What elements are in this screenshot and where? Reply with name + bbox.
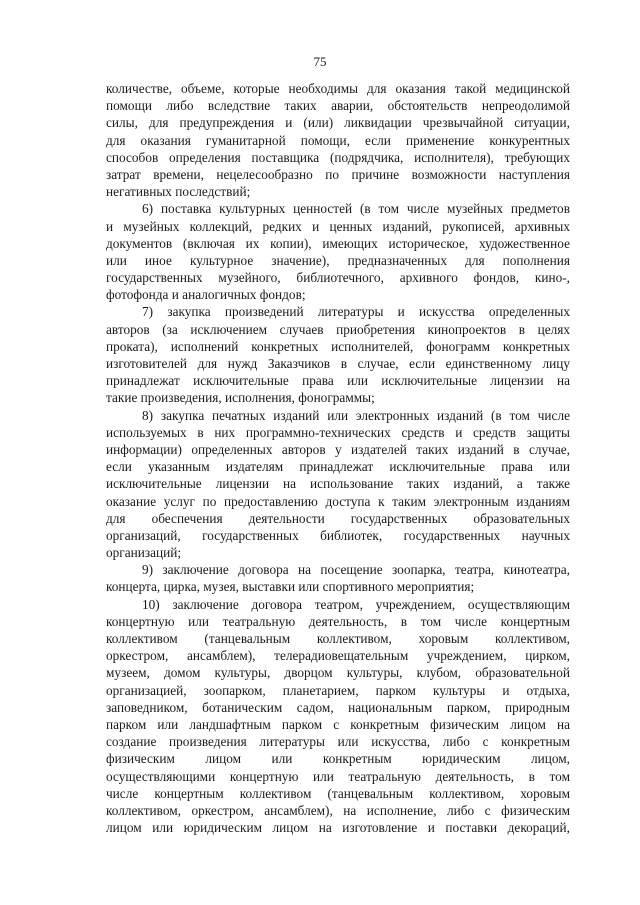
text-line: для оказания гуманитарной помощи, если применение конкурентных <box>106 132 570 148</box>
text-line: принадлежат исключительные права или исключительные лицензии на <box>106 373 570 389</box>
text-line: оркестром, ансамблем), телерадиовещательным учреждением, цирком, <box>106 648 570 664</box>
page-number: 75 <box>313 54 327 69</box>
text-line: силы, для предупреждения и (или) ликвидации чрезвычайной ситуации, <box>106 115 570 131</box>
text-line: организаций, государственных библиотек, государственных научных <box>106 527 570 543</box>
text-line: организаций; <box>106 545 182 561</box>
text-line: используемых в них программно-технических средств и средств защиты <box>106 424 570 440</box>
text-line: заповедником, ботаническим садом, национальным парком, природным <box>106 699 570 715</box>
text-line: проката), исполнений конкретных исполнителей, фонограмм конкретных <box>106 338 570 354</box>
text-line: негативных последствий; <box>106 184 251 200</box>
text-line: фотофонда и аналогичных фондов; <box>106 287 306 303</box>
text-line: способов определения поставщика (подрядчика, исполнителя), требующих <box>106 149 570 165</box>
text-line: количестве, объеме, которые необходимы для оказания такой медицинской <box>106 81 570 96</box>
text-line: коллективом, оркестром, ансамблем), на исполнение, либо с физическим <box>106 802 570 818</box>
text-line: помощи либо вследствие таких аварии, обстоятельств непреодолимой <box>106 98 570 114</box>
text-line: числе концертным коллективом (танцевальным коллективом, хоровым <box>106 785 570 801</box>
document-body <box>106 80 570 836</box>
text-line: авторов (за исключением случаев приобретения кинопроектов в целях <box>106 321 570 337</box>
text-line: осуществляющими концертную или театральную деятельность, в том <box>106 768 570 784</box>
text-line: физическим лицом или конкретным юридическим лицом, <box>106 751 570 767</box>
text-line: затрат времени, нецелесообразно по причине возможности наступления <box>106 166 570 182</box>
text-line: изготовителей для нужд Заказчиков в случае, если единственному лицу <box>106 356 570 371</box>
text-line: концертную или театральную деятельность, в том числе концертным <box>106 613 570 629</box>
text-line: музеем, домом культуры, дворцом культуры, клубом, образовательной <box>106 665 570 681</box>
text-line: если указанным издателям принадлежат исключительные права или <box>106 459 570 475</box>
text-line: 6) поставка культурных ценностей (в том числе музейных предметов <box>142 201 570 217</box>
text-line: 7) закупка произведений литературы и искусства определенных <box>142 304 570 320</box>
text-line: коллективом (танцевальным коллективом, хоровым коллективом, <box>106 631 570 646</box>
text-line: исключительные лицензии на использование таких изданий, а также <box>106 476 570 492</box>
text-line: концерта, цирка, музея, выставки или спортивного мероприятия; <box>106 579 475 595</box>
text-line: 8) закупка печатных изданий или электронных изданий (в том числе <box>142 407 570 423</box>
text-line: лицом или юридическим лицом на изготовление и поставки декораций, <box>106 820 570 836</box>
text-line: организацией, зоопарком, планетарием, парком культуры и отдыха, <box>106 682 570 698</box>
text-line: для обеспечения деятельности государственных образовательных <box>106 510 570 526</box>
text-line: 9) заключение договора на посещение зоопарка, театра, кинотеатра, <box>142 562 570 578</box>
text-line: документов (включая их копии), имеющих историческое, художественное <box>106 235 570 251</box>
text-line: такие произведения, исполнения, фонограммы; <box>106 390 375 406</box>
text-line: или иное культурное значение), предназначенных для пополнения <box>106 252 570 268</box>
text-line: 10) заключение договора театром, учреждением, осуществляющим <box>142 596 570 612</box>
text-line: оказание услуг по предоставлению доступа к таким электронным изданиям <box>106 493 570 509</box>
text-line: информации) определенных авторов у издателей таких изданий в случае, <box>106 441 570 457</box>
text-line: создание произведения литературы или искусства, либо с конкретным <box>106 734 570 750</box>
text-line: государственных музейного, библиотечного, архивного фондов, кино-, <box>106 270 570 286</box>
text-line: и музейных коллекций, редких и ценных изданий, рукописей, архивных <box>106 218 570 234</box>
text-line: парком или ландшафтным парком с конкретным физическим лицом на <box>106 716 570 732</box>
